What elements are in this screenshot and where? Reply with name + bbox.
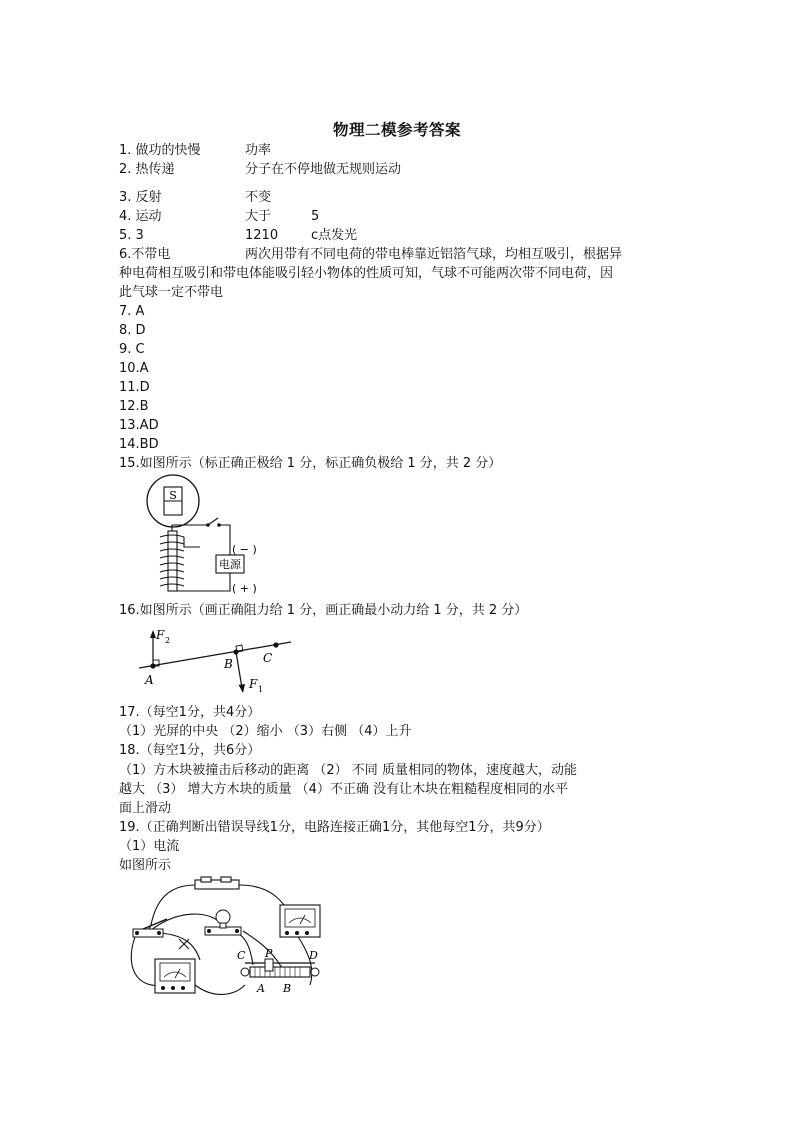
answer-19-sub: 如图所示 xyxy=(119,858,172,873)
answer-18-head: 18.（每空1分，共6分） xyxy=(119,743,261,758)
point-c-dot xyxy=(273,642,278,647)
answer-text: 热传递 xyxy=(135,162,175,177)
answer-text: c点发光 xyxy=(311,228,358,243)
answer-text: 5 xyxy=(311,209,320,224)
answer-text: 3 xyxy=(135,228,144,243)
answer-number: 2. xyxy=(119,162,132,177)
answer-10: 10.A xyxy=(119,361,149,376)
f1-subscript: 1 xyxy=(258,685,264,694)
answer-15: 15.如图所示（标正确正极给 1 分，标正确负极给 1 分，共 2 分） xyxy=(119,456,502,471)
error-cross-mark xyxy=(179,939,189,949)
f2-subscript: 2 xyxy=(165,636,171,645)
positive-label: ( + ) xyxy=(232,582,257,595)
circuit-figure xyxy=(125,875,335,1005)
f2-label: F xyxy=(156,628,165,642)
rheostat-a-label: A xyxy=(257,982,265,995)
answer-8: 8. D xyxy=(119,323,146,338)
answer-3 xyxy=(119,188,162,207)
answer-6-line: 种电荷相互吸引和带电体能吸引轻小物体的性质可知，气球不可能两次带不同电荷，因 xyxy=(119,266,614,281)
b-label: B xyxy=(224,657,233,671)
answer-11: 11.D xyxy=(119,380,150,395)
wire xyxy=(135,885,195,935)
answer-4 xyxy=(119,207,162,226)
negative-label: ( − ) xyxy=(232,543,257,556)
power-label: 电源 xyxy=(219,558,241,571)
answer-17-body: （1）光屏的中央 （2）缩小 （3）右侧 （4）上升 xyxy=(119,724,412,739)
answer-18-line: （1）方木块被撞击后移动的距离 （2） 不同 质量相同的物体，速度越大，动能 xyxy=(119,763,577,778)
answer-text: 不变 xyxy=(245,190,272,205)
electromagnet-figure xyxy=(140,473,280,598)
answer-12: 12.B xyxy=(119,399,149,414)
bulb-component xyxy=(205,910,241,935)
c-label: C xyxy=(263,651,273,665)
meter-bottom-left xyxy=(155,959,195,993)
rheostat-c-label: C xyxy=(237,949,246,962)
page-title: 物理二模参考答案 xyxy=(332,121,461,139)
a-label: A xyxy=(145,673,154,687)
answer-number: 1. xyxy=(119,143,132,158)
answer-text: 分子在不停地做无规则运动 xyxy=(245,162,402,177)
meter-top-right xyxy=(280,905,320,937)
answer-5 xyxy=(119,226,144,245)
rheostat-p-label: P xyxy=(265,947,273,960)
answer-16: 16.如图所示（画正确阻力给 1 分，画正确最小动力给 1 分，共 2 分） xyxy=(119,603,528,618)
answer-text: 大于 xyxy=(245,209,272,224)
answer-6-line: 两次用带有不同电荷的带电棒靠近铝箔气球，均相互吸引，根据异 xyxy=(245,247,623,262)
answer-text: 运动 xyxy=(135,209,162,224)
compass-label: S xyxy=(169,489,177,502)
force-f1-arrow xyxy=(236,652,242,688)
answer-6-line: 6.不带电 xyxy=(119,247,171,262)
lever-figure xyxy=(135,622,300,700)
answer-17-head: 17.（每空1分，共4分） xyxy=(119,705,261,720)
switch xyxy=(208,518,218,525)
answer-19-sub: （1）电流 xyxy=(119,839,180,854)
answer-19-head: 19.（正确判断出错误导线1分，电路连接正确1分，其他每空1分，共9分） xyxy=(119,820,550,835)
answer-text: 反射 xyxy=(135,190,162,205)
answer-7: 7. A xyxy=(119,304,145,319)
answer-number: 4. xyxy=(119,209,132,224)
answer-text: 做功的快慢 xyxy=(135,143,201,158)
f1-label: F xyxy=(249,677,258,691)
answer-1 xyxy=(119,141,201,160)
answer-18-line: 面上滑动 xyxy=(119,801,172,816)
rheostat-b-label: B xyxy=(283,982,292,995)
wire-top xyxy=(172,525,208,531)
answer-text: 功率 xyxy=(245,143,272,158)
answer-14: 14.BD xyxy=(119,437,159,452)
answer-13: 13.AD xyxy=(119,418,159,433)
answer-6-line: 此气球一定不带电 xyxy=(119,285,224,300)
answer-number: 3. xyxy=(119,190,132,205)
wire xyxy=(160,933,200,960)
rheostat-d-label: D xyxy=(309,949,318,962)
iron-core xyxy=(168,531,177,591)
answer-9: 9. C xyxy=(119,342,145,357)
answer-2 xyxy=(119,160,175,179)
answer-text: 1210 xyxy=(245,228,279,243)
wire xyxy=(195,985,245,994)
coil-windings xyxy=(160,535,184,586)
answer-18-line: 越大 （3） 增大方木块的质量 （4）不正确 没有让木块在粗糙程度相同的水平 xyxy=(119,782,569,797)
answer-number: 5. xyxy=(119,228,132,243)
